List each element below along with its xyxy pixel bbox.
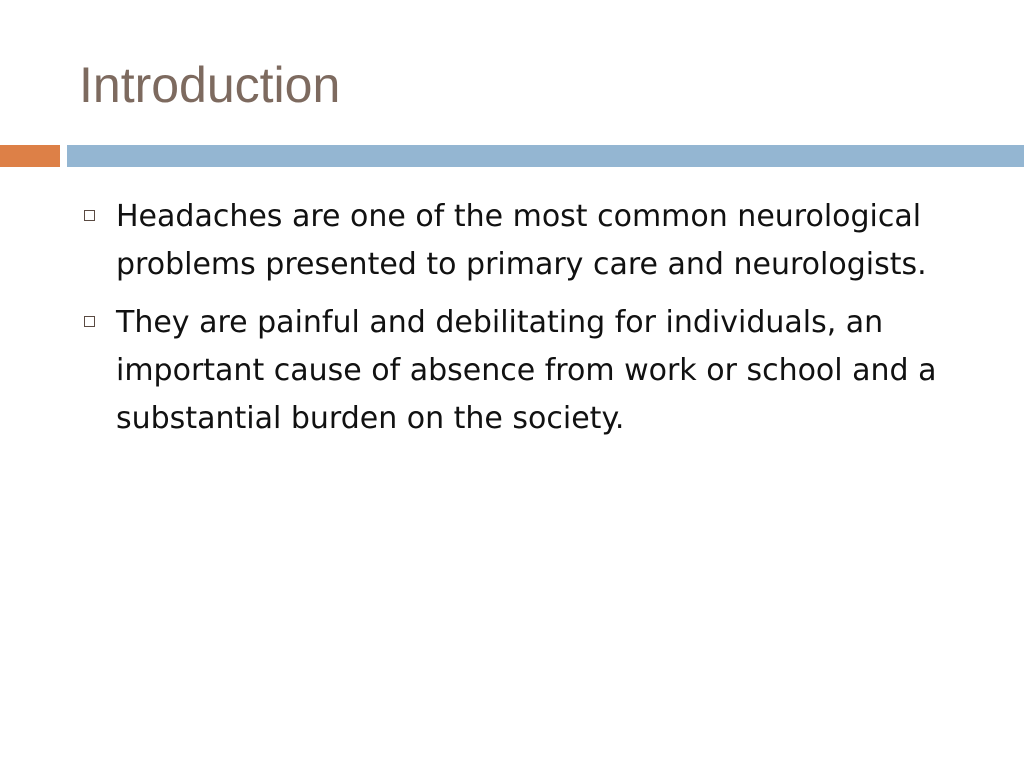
title-divider-bar (67, 145, 1024, 167)
bullet-text: They are painful and debilitating for individuals, an important cause of absence from work or school and a substantial burden on the society. (116, 305, 937, 436)
bullet-text: Headaches are one of the most common neurological problems presented to primary care and neurologists. (116, 199, 927, 282)
hollow-square-bullet-icon (84, 210, 95, 221)
bullet-list (78, 193, 978, 453)
slide-title: Introduction (79, 57, 341, 113)
hollow-square-bullet-icon (84, 316, 95, 327)
bullet-item (78, 193, 978, 289)
bullet-item (78, 299, 978, 443)
title-accent-bar (0, 145, 60, 167)
